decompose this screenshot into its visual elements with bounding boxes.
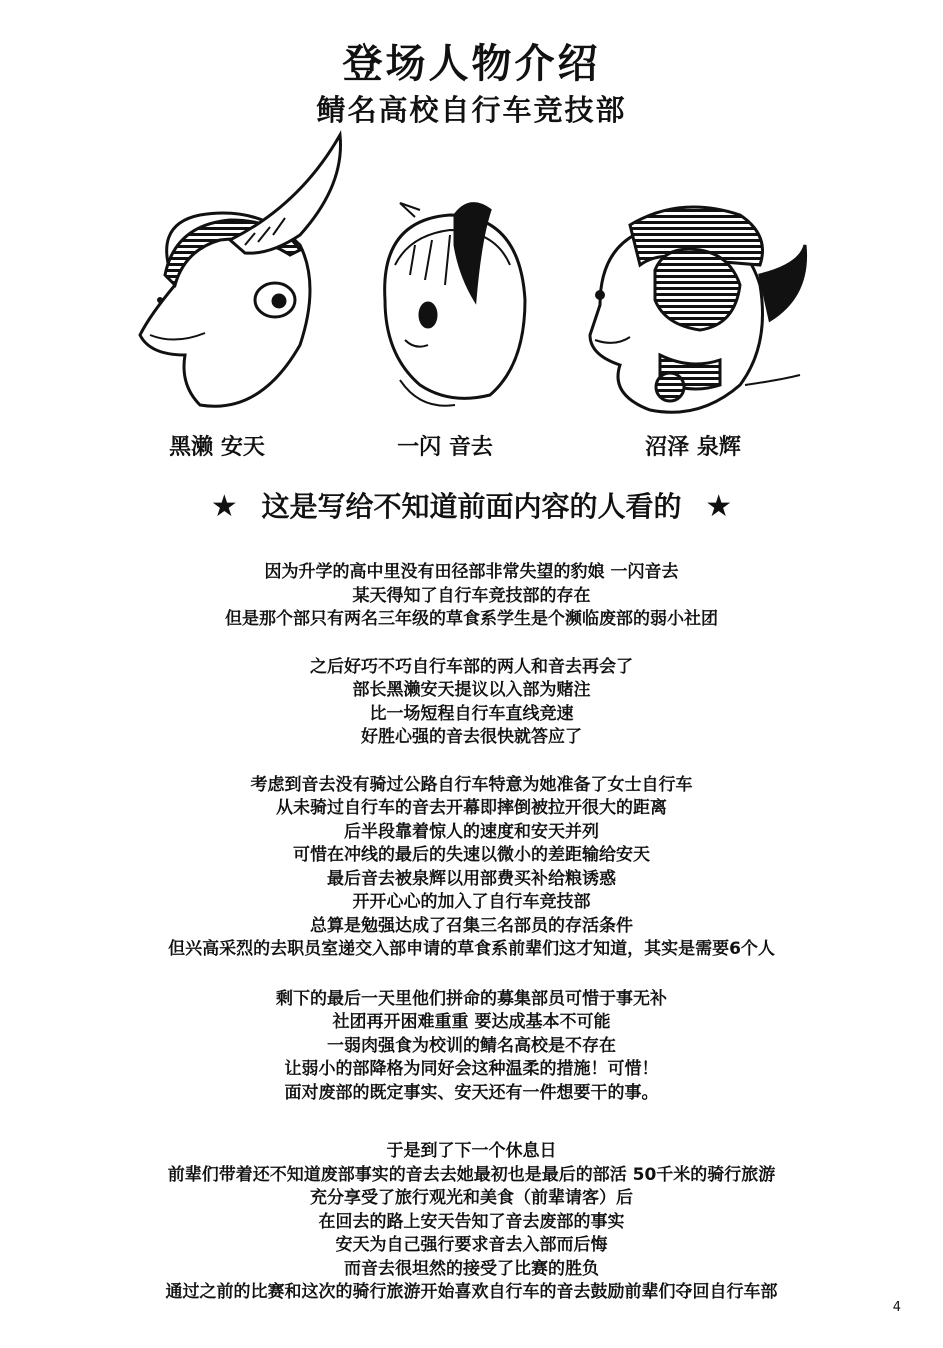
text-line: 一弱肉强食为校训的鲭名高校是不存在: [327, 1035, 616, 1056]
character-name: 黑濑 安天: [169, 435, 265, 460]
text-line: 前辈们带着还不知道废部事实的音去去她最初也是最后的部活 50千米的骑行旅游: [167, 1164, 776, 1185]
text-line: 通过之前的比赛和这次的骑行旅游开始喜欢自行车的音去鼓励前辈们夺回自行车部: [165, 1282, 778, 1302]
character-name: 一闪 音去: [397, 435, 493, 460]
headline: [0, 485, 943, 525]
text-line: 比一场短程自行车直线竞速: [369, 703, 574, 724]
page-number: 4: [892, 1300, 901, 1315]
text-line: 部长黑濑安天提议以入部为赌注: [352, 680, 591, 700]
portrait-goat: [590, 207, 806, 412]
star-icon: ★: [705, 489, 733, 524]
star-icon: ★: [210, 489, 238, 524]
text-line: 充分享受了旅行观光和美食（前辈请客）后: [310, 1188, 633, 1208]
paragraph: [40, 656, 903, 750]
paragraph: [40, 774, 903, 962]
character-name: 沼泽 泉辉: [645, 435, 741, 460]
text-line: 之后好巧不巧自行车部的两人和音去再会了: [310, 656, 633, 677]
portrait-antelope: [140, 135, 341, 406]
text-line: 剩下的最后一天里他们拼命的募集部员可惜于事无补: [276, 988, 667, 1009]
text-line: 可惜在冲线的最后的失速以微小的差距输给安天: [293, 845, 650, 865]
text-line: 考虑到音去没有骑过公路自行车特意为她准备了女士自行车: [250, 774, 693, 795]
text-line: 因为升学的高中里没有田径部非常失望的豹娘 一闪音去: [264, 562, 679, 582]
headline-text: 这是写给不知道前面内容的人看的: [261, 490, 682, 523]
text-line: 开开心心的加入了自行车竞技部: [352, 892, 591, 912]
text-line: 但是那个部只有两名三年级的草食系学生是个濒临废部的弱小社团: [225, 609, 718, 629]
paragraph: [40, 561, 903, 632]
page-title: 登场人物介绍: [342, 41, 601, 87]
text-line: 好胜心强的音去很快就答应了: [361, 727, 582, 747]
paragraph: [40, 1140, 903, 1305]
paragraph: [40, 988, 903, 1106]
text-line: 于是到了下一个休息日: [386, 1141, 557, 1161]
text-line: 从未骑过自行车的音去开幕即摔倒被拉开很大的距离: [276, 798, 667, 818]
text-line: 在回去的路上安天告知了音去废部的事实: [318, 1211, 625, 1232]
portrait-leopard-girl: [385, 203, 525, 406]
character-portraits: [0, 125, 943, 425]
text-line: 最后音去被泉辉以用部费买补给粮诱惑: [327, 868, 616, 889]
text-line: 但兴高采烈的去职员室递交入部申请的草食系前辈们这才知道，其实是需要6个人: [168, 939, 775, 959]
text-line: 让弱小的部降格为同好会这种温柔的措施！可惜！: [284, 1059, 659, 1079]
page-subtitle: 鲭名高校自行车竞技部: [316, 93, 627, 127]
text-line: 安天为自己强行要求音去入部而后悔: [335, 1235, 608, 1255]
text-line: 后半段靠着惊人的速度和安天并列: [344, 821, 599, 842]
text-line: 面对废部的既定事实、安天还有一件想要干的事。: [284, 1082, 659, 1103]
text-line: 社团再开困难重重 要达成基本不可能: [332, 1012, 611, 1032]
text-line: 而音去很坦然的接受了比赛的胜负: [344, 1258, 599, 1279]
text-line: 总算是勉强达成了召集三名部员的存活条件: [310, 915, 633, 936]
text-line: 某天得知了自行车竞技部的存在: [352, 585, 591, 606]
story-summary: [40, 561, 903, 1305]
